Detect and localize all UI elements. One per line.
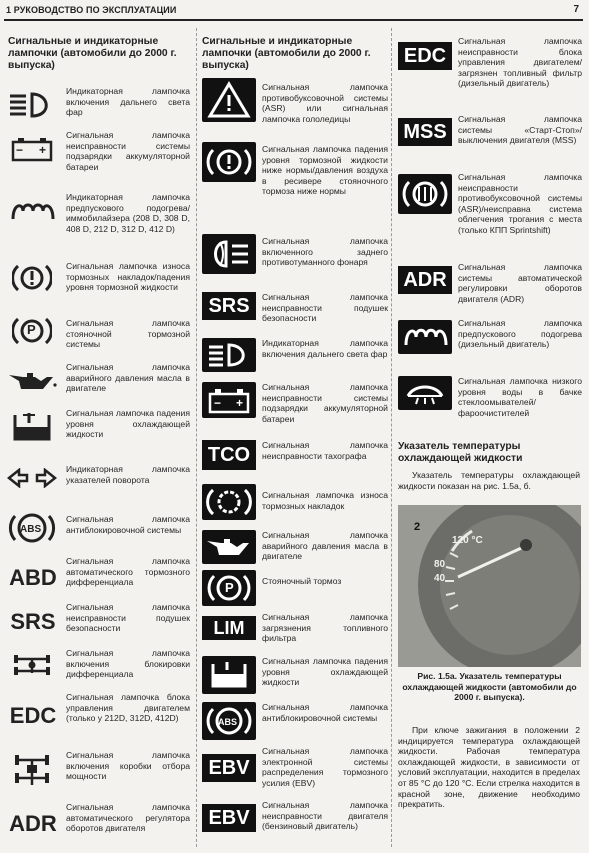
- column-1: [8, 36, 190, 72]
- asr-sprintshift-icon: [398, 174, 452, 214]
- srs-icon: SRS: [10, 609, 56, 634]
- gauge-label-80: 80: [434, 559, 446, 570]
- item-description: Сигнальная лампочка неисправности подушек безопасности: [262, 292, 388, 324]
- battery-minus-label: −: [214, 396, 222, 410]
- brake-pad-wear-icon: [202, 484, 256, 520]
- brake-fluid-pressure-icon: [202, 142, 256, 182]
- parking-label: P: [27, 322, 36, 337]
- item-description: Сигнальная лампочка неисправности двигателя (бензиновый двигатель): [262, 800, 388, 832]
- high-beam-icon: [6, 88, 58, 122]
- item-description: Стояночный тормоз: [262, 576, 342, 586]
- column-divider: [391, 28, 392, 847]
- glow-plug-icon: [6, 198, 58, 224]
- column-divider: [196, 28, 197, 847]
- item-description: Сигнальная лампочка износа тормозных накладок: [262, 490, 388, 511]
- item-description: Сигнальная лампочка неисправности системы подзарядки аккумуляторной батареи: [262, 382, 388, 424]
- abs-label: ABS: [20, 524, 42, 535]
- washer-fluid-icon: [398, 376, 452, 410]
- item-description: Сигнальная лампочка неисправности подушек безопасности: [66, 602, 190, 634]
- edc-icon: EDC: [398, 42, 452, 70]
- coolant-level-icon: [202, 656, 256, 694]
- diff-lock-icon: [6, 650, 58, 680]
- battery-plus-label: +: [236, 396, 244, 410]
- item-description: Индикаторная лампочка включения дальнего света фар: [66, 86, 190, 118]
- battery-icon: [202, 382, 256, 418]
- item-description: Сигнальная лампочка неисправности блока управления двигателем/загрязнен топливный фильтр (дизельный двигатель): [458, 36, 582, 89]
- item-description: Сигнальная лампочка падения уровня охлаждающей жидкости: [66, 408, 190, 440]
- item-description: Сигнальная лампочка противобуксовочной системы (ASR) или сигнальная лампочка гололедицы: [262, 82, 388, 124]
- gauge-label-40: 40: [434, 573, 446, 584]
- item-description: Индикаторная лампочка включения дальнего света фар: [262, 338, 388, 359]
- ebv-icon: EBV: [202, 754, 256, 782]
- item-description: Сигнальная лампочка износа тормозных накладок/падения уровня тормозной жидкости: [66, 261, 190, 293]
- coolant-level-icon: [6, 410, 58, 444]
- turn-signal-icon: [6, 466, 58, 490]
- asr-warning-triangle-icon: [202, 78, 256, 122]
- battery-minus-label: −: [16, 143, 24, 157]
- item-description: Сигнальная лампочка неисправности тахографа: [262, 440, 388, 461]
- tco-icon: TCO: [202, 440, 256, 470]
- item-description: Сигнальная лампочка стояночной тормозной системы: [66, 318, 190, 350]
- item-description: Сигнальная лампочка включенного заднего противотуманного фонаря: [262, 236, 388, 268]
- mss-icon: MSS: [398, 118, 452, 146]
- item-description: Сигнальная лампочка блока управления двигателем (только у 212D, 312D, 412D): [66, 692, 190, 724]
- gauge-callout-2: 2: [414, 521, 421, 533]
- item-description: Сигнальная лампочка предпускового подогрева (дизельный двигатель): [458, 318, 582, 350]
- brake-warning-icon: [6, 261, 58, 295]
- gauge-dial: [398, 505, 581, 667]
- abd-icon: ABD: [9, 565, 57, 590]
- item-description: Сигнальная лампочка падения уровня тормозной жидкости ниже нормы/давления воздуха в ресивере стояночного тормоза ниже нормы: [262, 144, 388, 197]
- battery-icon: [6, 134, 58, 164]
- item-description: Сигнальная лампочка аварийного давления масла в двигателе: [262, 530, 388, 562]
- adr-icon: ADR: [398, 266, 452, 294]
- item-description: Индикаторная лампочка указателей поворота: [66, 464, 190, 485]
- item-description: Сигнальная лампочка включения коробки отбора мощности: [66, 750, 190, 782]
- gauge-section-heading: Указатель температуры охлаждающей жидкости: [398, 441, 523, 464]
- pto-icon: [6, 752, 58, 788]
- ebv-icon: EBV: [202, 804, 256, 832]
- item-description: Сигнальная лампочка включения блокировки дифференциала: [66, 648, 190, 680]
- item-description: Сигнальная лампочка неисправности системы подзарядки аккумуляторной батареи: [66, 130, 190, 172]
- item-description: Сигнальная лампочка загрязнения топливного фильтра: [262, 612, 388, 644]
- column-1-heading: Сигнальные и индикаторные лампочки (автомобили до 2000 г. выпуска): [8, 36, 177, 71]
- item-description: Сигнальная лампочка антиблокировочной системы: [262, 702, 388, 723]
- item-description: Сигнальная лампочка аварийного давления масла в двигателе: [66, 362, 190, 394]
- high-beam-icon: [202, 338, 256, 372]
- item-description: Сигнальная лампочка низкого уровня воды в бачке стеклоомывателей/фароочистителей: [458, 376, 582, 418]
- oil-can-icon: [6, 366, 58, 396]
- item-description: Сигнальная лампочка системы автоматической регулировки оборотов двигателя (ADR): [458, 262, 582, 304]
- column-2-heading: Сигнальные и индикаторные лампочки (автомобили до 2000 г. выпуска): [202, 36, 371, 71]
- item-description: Сигнальная лампочка падения уровня охлаждающей жидкости: [262, 656, 388, 688]
- running-header: [4, 4, 583, 21]
- figure-caption: Рис. 1.5а. Указатель температуры охлаждающей жидкости (автомобили до 2000 г. выпуска).: [402, 671, 577, 703]
- item-description: Сигнальная лампочка неисправности противобуксовочной системы (ASR)/неисправна система облегчения трогания с места (только КПП Sprintshift): [458, 172, 582, 235]
- temperature-gauge-photo: [398, 505, 581, 667]
- oil-can-icon: [202, 530, 256, 564]
- page-number: 7: [573, 4, 579, 15]
- section-title: 1 РУКОВОДСТВО ПО ЭКСПЛУАТАЦИИ: [6, 5, 177, 15]
- column-2: [202, 36, 388, 72]
- item-description: Сигнальная лампочка системы «Старт-Стоп»/выключения двигателя (MSS): [458, 114, 582, 146]
- gauge-label-120: 120 °C: [452, 535, 483, 546]
- adr-icon: ADR: [9, 811, 57, 836]
- parking-label: P: [225, 580, 234, 595]
- battery-plus-label: +: [39, 143, 47, 157]
- gauge-body-text: При ключе зажигания в положении 2 индицируется температура охлаждающей жидкости. Рабочая температура охлаждающей жидкости, в зависимости от условий эксплуатации, находится в пределах от 85 °С до 120 °С. Если стрелка находится в красной зоне, движение необходимо прекратить.: [398, 725, 580, 810]
- item-description: Сигнальная лампочка автоматического регулятора оборотов двигателя: [66, 802, 190, 834]
- item-description: Сигнальная лампочка антиблокировочной системы: [66, 514, 190, 535]
- abs-label: ABS: [218, 717, 238, 727]
- gauge-intro: Указатель температуры охлаждающей жидкости показан на рис. 1.5а, б.: [398, 470, 580, 491]
- glow-plug-icon: [398, 320, 452, 354]
- item-description: Индикаторная лампочка предпускового подогрева/иммобилайзера (208 D, 308 D, 408 D, 212 D, 312 D, 412 D): [66, 192, 190, 234]
- item-description: Сигнальная лампочка электронной системы распределения тормозного усилия (EBV): [262, 746, 388, 788]
- edc-icon: EDC: [9, 703, 57, 728]
- lim-icon: LIM: [202, 616, 256, 640]
- rear-fog-icon: [202, 234, 256, 274]
- srs-icon: SRS: [202, 292, 256, 320]
- item-description: Сигнальная лампочка автоматического тормозного дифференциала: [66, 556, 190, 588]
